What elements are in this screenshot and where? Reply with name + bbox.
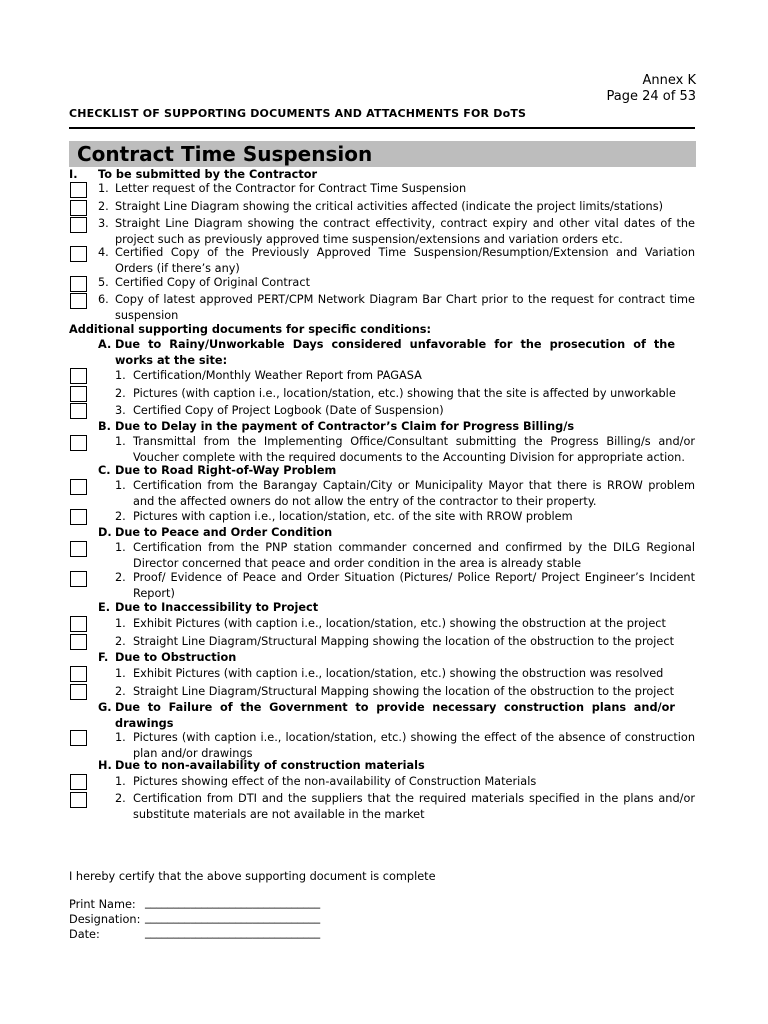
checkbox[interactable]: [70, 293, 87, 309]
date-field[interactable]: _______________________________: [145, 926, 321, 939]
checklist-item: Exhibit Pictures (with caption i.e., location/station, etc.) showing the obstruction was resolved: [133, 667, 664, 680]
checkbox[interactable]: [70, 541, 87, 557]
item-number: 1.: [115, 479, 126, 492]
group-letter: F.: [98, 651, 109, 664]
item-number: 2.: [115, 387, 126, 400]
group-letter: H.: [98, 759, 112, 772]
item-number: 3.: [115, 404, 126, 417]
item-number: 1.: [115, 667, 126, 680]
item-number: 2.: [115, 510, 126, 523]
checklist-item: Proof/ Evidence of Peace and Order Situation (Pictures/ Police Report/ Project Engineer’s Incident Report): [133, 571, 695, 600]
checkbox[interactable]: [70, 182, 87, 198]
checklist-item: Pictures (with caption i.e., location/station, etc.) showing the effect of the absence of construction plan and/or drawings: [133, 731, 695, 760]
checklist-item: Pictures with caption i.e., location/station, etc. of the site with RROW problem: [133, 510, 573, 523]
section-heading: To be submitted by the Contractor: [98, 168, 318, 181]
checklist-item: Exhibit Pictures (with caption i.e., location/station, etc.) showing the obstruction at the project: [133, 617, 666, 630]
group-heading: Due to Delay in the payment of Contractor’s Claim for Progress Billing/s: [115, 420, 575, 433]
designation-field[interactable]: _______________________________: [145, 911, 321, 924]
checklist-item: Certification from the Barangay Captain/City or Municipality Mayor that there is RROW problem and the affected owners do not allow the entry of the contractor to their property.: [133, 479, 695, 508]
checklist-item: Copy of latest approved PERT/CPM Network Diagram Bar Chart prior to the request for contract time suspension: [115, 293, 695, 322]
certify-statement: I hereby certify that the above supporting document is complete: [69, 870, 436, 883]
group-heading: Due to Peace and Order Condition: [115, 526, 333, 539]
item-number: 2.: [115, 792, 126, 805]
group-heading: Due to non-availability of construction materials: [115, 759, 425, 772]
checkbox[interactable]: [70, 403, 87, 419]
checkbox[interactable]: [70, 479, 87, 495]
print-name-label: Print Name:: [69, 898, 136, 911]
additional-heading: Additional supporting documents for specific conditions:: [69, 323, 432, 336]
group-letter: E.: [98, 601, 111, 614]
checklist-item: Pictures showing effect of the non-availability of Construction Materials: [133, 775, 537, 788]
checklist-item: Letter request of the Contractor for Contract Time Suspension: [115, 182, 467, 195]
checklist-item: Straight Line Diagram showing the critical activities affected (indicate the project limits/stations): [115, 200, 663, 213]
item-number: 1.: [115, 369, 126, 382]
checkbox[interactable]: [70, 386, 87, 402]
item-number: 1.: [115, 775, 126, 788]
banner-title: Contract Time Suspension: [77, 142, 373, 166]
item-number: 4.: [98, 246, 109, 259]
checklist-item: Transmittal from the Implementing Office/Consultant submitting the Progress Billing/s and/or Voucher complete with the required documents to the Accounting Division for appropriate action.: [133, 435, 695, 464]
item-number: 2.: [98, 200, 109, 213]
group-heading: Due to Road Right-of-Way Problem: [115, 464, 337, 477]
item-number: 2.: [115, 571, 126, 584]
checklist-item: Certified Copy of the Previously Approved Time Suspension/Resumption/Extension and Variation Orders (if there’s any): [115, 246, 695, 275]
section-roman: I.: [69, 168, 78, 181]
designation-label: Designation:: [69, 913, 141, 926]
group-heading: Due to Obstruction: [115, 651, 237, 664]
item-number: 1.: [115, 617, 126, 630]
checklist-item: Certification/Monthly Weather Report from PAGASA: [133, 369, 422, 382]
item-number: 6.: [98, 293, 109, 306]
item-number: 1.: [115, 541, 126, 554]
checkbox[interactable]: [70, 200, 87, 216]
checklist-item: Straight Line Diagram/Structural Mapping showing the location of the obstruction to the project: [133, 685, 674, 698]
checkbox[interactable]: [70, 634, 87, 650]
checkbox[interactable]: [70, 509, 87, 525]
group-letter: D.: [98, 526, 112, 539]
checklist-item: Certified Copy of Project Logbook (Date of Suspension): [133, 404, 444, 417]
group-letter: B.: [98, 420, 111, 433]
header-rule: [69, 127, 695, 129]
group-letter: G.: [98, 701, 112, 714]
checklist-item: Straight Line Diagram showing the contract effectivity, contract expiry and other vital dates of the project such as previously approved time suspension/extensions and variation orders etc.: [115, 217, 695, 246]
group-heading: Due to Rainy/Unworkable Days considered unfavorable for the prosecution of the works at the site:: [115, 338, 675, 367]
item-number: 1.: [98, 182, 109, 195]
checklist-item: Straight Line Diagram/Structural Mapping showing the location of the obstruction to the project: [133, 635, 674, 648]
checkbox[interactable]: [70, 368, 87, 384]
section-banner: [69, 141, 696, 167]
item-number: 2.: [115, 635, 126, 648]
group-letter: C.: [98, 464, 111, 477]
checkbox[interactable]: [70, 616, 87, 632]
checkbox[interactable]: [70, 684, 87, 700]
page-number: Page 24 of 53: [606, 89, 696, 104]
checkbox[interactable]: [70, 571, 87, 587]
checkbox[interactable]: [70, 246, 87, 262]
item-number: 5.: [98, 276, 109, 289]
checklist-item: Certification from DTI and the suppliers that the required materials specified in the plans and/or substitute materials are not available in the market: [133, 792, 695, 821]
item-number: 1.: [115, 435, 126, 448]
checkbox[interactable]: [70, 666, 87, 682]
annex-label: Annex K: [642, 73, 696, 88]
group-heading: Due to Failure of the Government to provide necessary construction plans and/or drawings: [115, 701, 675, 730]
item-number: 3.: [98, 217, 109, 230]
checkbox[interactable]: [70, 792, 87, 808]
checkbox[interactable]: [70, 276, 87, 292]
checkbox[interactable]: [70, 774, 87, 790]
date-label: Date:: [69, 928, 100, 941]
item-number: 1.: [115, 731, 126, 744]
checkbox[interactable]: [70, 217, 87, 233]
checkbox[interactable]: [70, 730, 87, 746]
group-heading: Due to Inaccessibility to Project: [115, 601, 319, 614]
item-number: 2.: [115, 685, 126, 698]
document-title: CHECKLIST OF SUPPORTING DOCUMENTS AND ATTACHMENTS FOR DoTS: [69, 107, 527, 120]
group-letter: A.: [98, 338, 112, 351]
print-name-field[interactable]: _______________________________: [145, 896, 321, 909]
checklist-item: Certification from the PNP station commander concerned and confirmed by the DILG Regional Director concerned that peace and order condition in the area is already stable: [133, 541, 695, 570]
checklist-item: Certified Copy of Original Contract: [115, 276, 310, 289]
checkbox[interactable]: [70, 435, 87, 451]
checklist-item: Pictures (with caption i.e., location/station, etc.) showing that the site is affected by unworkable: [133, 387, 676, 400]
